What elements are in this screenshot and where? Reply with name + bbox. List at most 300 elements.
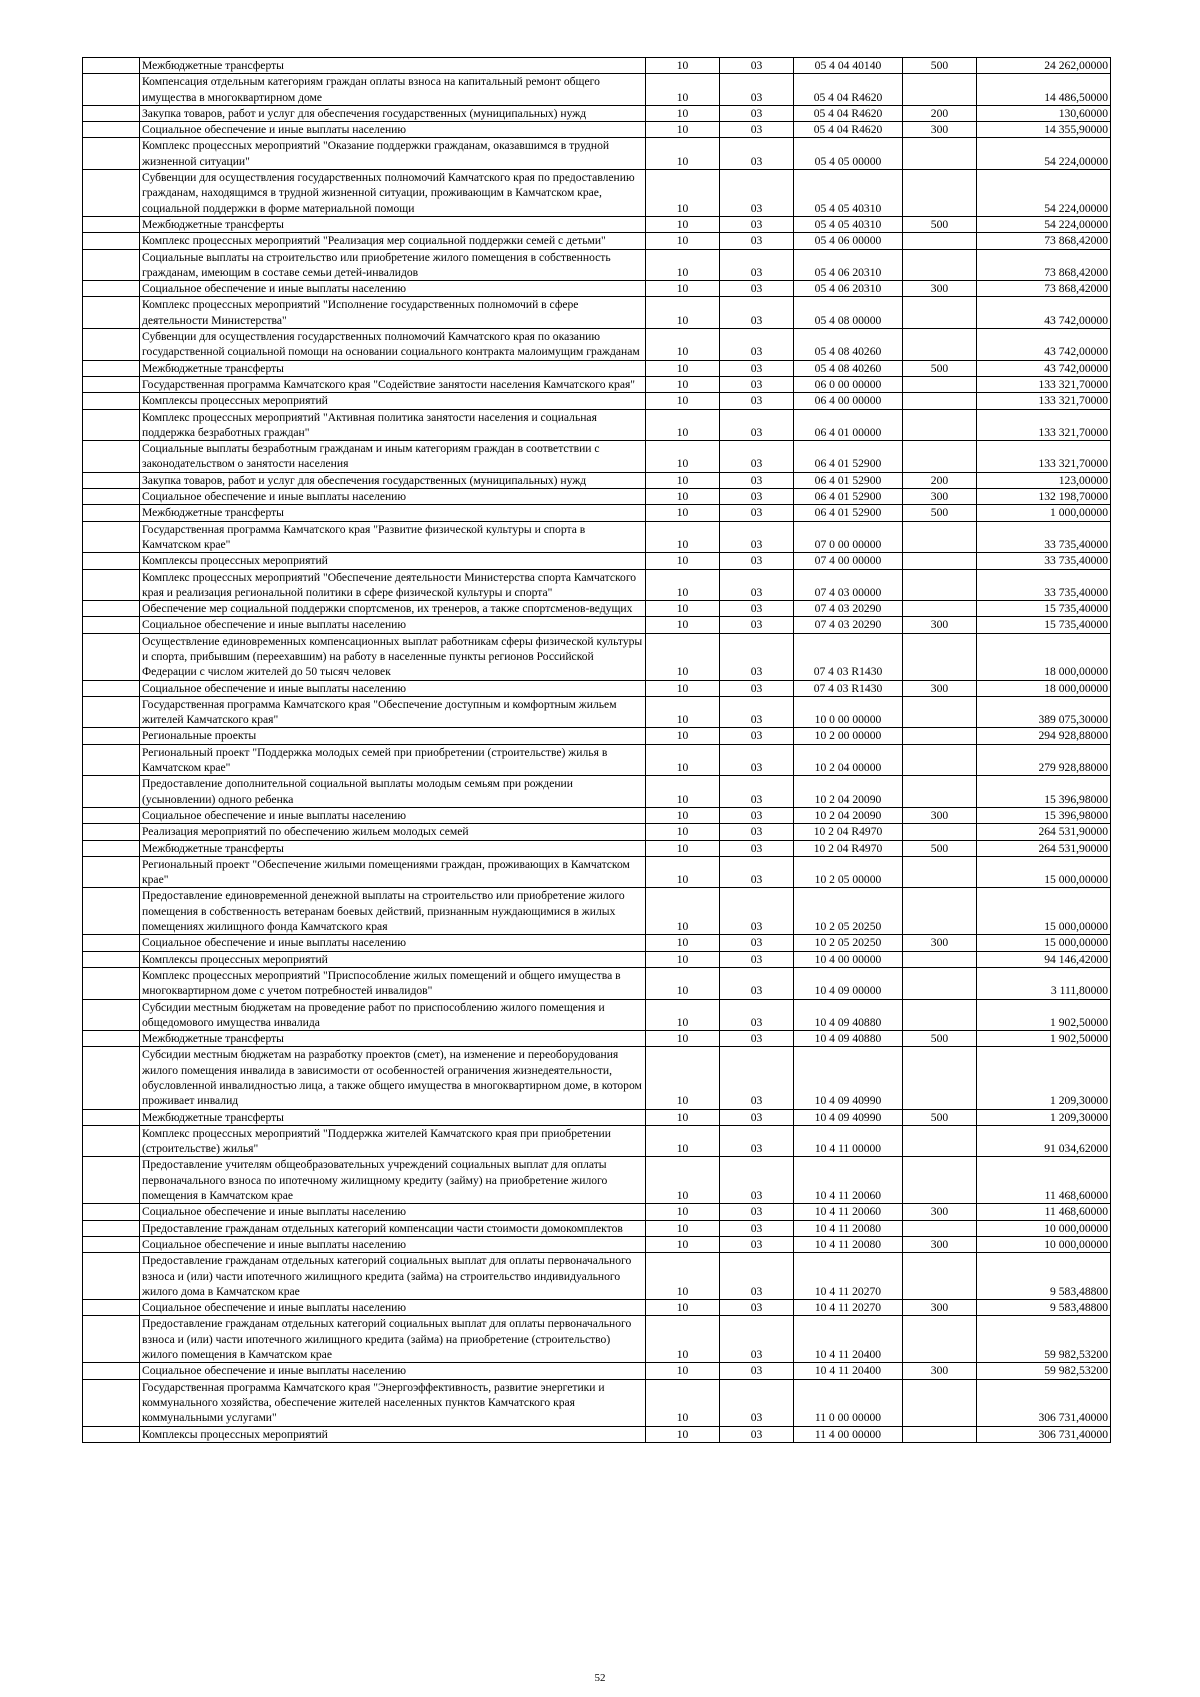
row-blank-cell xyxy=(83,249,140,281)
row-blank-cell xyxy=(83,807,140,823)
table-row xyxy=(83,569,1111,601)
row-subsection: 03 xyxy=(720,569,794,601)
row-target-code: 10 2 05 20250 xyxy=(794,888,903,935)
table-row xyxy=(83,728,1111,744)
row-expense-kind: 300 xyxy=(903,1204,977,1220)
table-row xyxy=(83,1363,1111,1379)
row-target-code: 10 4 09 40880 xyxy=(794,1031,903,1047)
row-amount: 132 198,70000 xyxy=(977,489,1111,505)
row-name: Закупка товаров, работ и услуг для обеспечения государственных (муниципальных) нужд xyxy=(140,472,646,488)
row-expense-kind xyxy=(903,170,977,217)
row-subsection: 03 xyxy=(720,617,794,633)
table-row xyxy=(83,521,1111,553)
row-target-code: 05 4 08 00000 xyxy=(794,297,903,329)
row-amount: 54 224,00000 xyxy=(977,216,1111,232)
row-name: Предоставление гражданам отдельных категорий компенсации части стоимости домокомплектов xyxy=(140,1220,646,1236)
row-target-code: 11 0 00 00000 xyxy=(794,1379,903,1426)
row-target-code: 10 4 11 00000 xyxy=(794,1125,903,1157)
row-subsection: 03 xyxy=(720,1109,794,1125)
table-row xyxy=(83,553,1111,569)
row-name: Предоставление гражданам отдельных категорий социальных выплат для оплаты первоначального взноса и (или) части ипотечного жилищного кредита (займа) на приобретение (строительство) жилого помещения в Камчатском крае xyxy=(140,1316,646,1363)
row-blank-cell xyxy=(83,1125,140,1157)
row-amount: 133 321,70000 xyxy=(977,376,1111,392)
row-section: 10 xyxy=(646,1157,720,1204)
row-section: 10 xyxy=(646,967,720,999)
row-section: 10 xyxy=(646,807,720,823)
table-row xyxy=(83,776,1111,808)
row-section: 10 xyxy=(646,1220,720,1236)
row-blank-cell xyxy=(83,999,140,1031)
table-row xyxy=(83,409,1111,441)
row-section: 10 xyxy=(646,74,720,106)
row-name: Комплексы процессных мероприятий xyxy=(140,1426,646,1442)
row-name: Межбюджетные трансферты xyxy=(140,1031,646,1047)
row-name: Комплексы процессных мероприятий xyxy=(140,553,646,569)
row-amount: 11 468,60000 xyxy=(977,1157,1111,1204)
table-row xyxy=(83,680,1111,696)
row-amount: 43 742,00000 xyxy=(977,297,1111,329)
row-subsection: 03 xyxy=(720,216,794,232)
row-amount: 9 583,48800 xyxy=(977,1253,1111,1300)
row-amount: 389 075,30000 xyxy=(977,696,1111,728)
row-amount: 14 486,50000 xyxy=(977,74,1111,106)
table-row xyxy=(83,138,1111,170)
row-subsection: 03 xyxy=(720,393,794,409)
row-section: 10 xyxy=(646,1300,720,1316)
row-subsection: 03 xyxy=(720,601,794,617)
row-section: 10 xyxy=(646,569,720,601)
row-amount: 264 531,90000 xyxy=(977,840,1111,856)
row-target-code: 07 4 03 00000 xyxy=(794,569,903,601)
row-section: 10 xyxy=(646,472,720,488)
row-name: Социальное обеспечение и иные выплаты населению xyxy=(140,617,646,633)
table-row xyxy=(83,281,1111,297)
row-expense-kind xyxy=(903,696,977,728)
row-expense-kind: 300 xyxy=(903,1300,977,1316)
row-subsection: 03 xyxy=(720,472,794,488)
table-row xyxy=(83,329,1111,361)
table-row xyxy=(83,888,1111,935)
row-section: 10 xyxy=(646,1125,720,1157)
row-expense-kind xyxy=(903,233,977,249)
table-row xyxy=(83,633,1111,680)
row-target-code: 06 4 00 00000 xyxy=(794,393,903,409)
table-row xyxy=(83,58,1111,74)
row-expense-kind xyxy=(903,633,977,680)
row-target-code: 05 4 06 20310 xyxy=(794,281,903,297)
row-blank-cell xyxy=(83,680,140,696)
row-subsection: 03 xyxy=(720,633,794,680)
row-expense-kind xyxy=(903,1047,977,1109)
row-blank-cell xyxy=(83,105,140,121)
row-blank-cell xyxy=(83,329,140,361)
row-blank-cell xyxy=(83,521,140,553)
row-target-code: 07 4 03 R1430 xyxy=(794,680,903,696)
row-section: 10 xyxy=(646,360,720,376)
row-expense-kind: 500 xyxy=(903,840,977,856)
row-blank-cell xyxy=(83,1426,140,1442)
row-amount: 33 735,40000 xyxy=(977,521,1111,553)
row-amount: 15 000,00000 xyxy=(977,888,1111,935)
row-expense-kind xyxy=(903,329,977,361)
row-amount: 264 531,90000 xyxy=(977,824,1111,840)
row-target-code: 05 4 06 00000 xyxy=(794,233,903,249)
row-blank-cell xyxy=(83,376,140,392)
row-section: 10 xyxy=(646,888,720,935)
table-row xyxy=(83,840,1111,856)
row-name: Межбюджетные трансферты xyxy=(140,360,646,376)
table-row xyxy=(83,1253,1111,1300)
row-amount: 306 731,40000 xyxy=(977,1426,1111,1442)
row-amount: 133 321,70000 xyxy=(977,393,1111,409)
table-row xyxy=(83,967,1111,999)
table-row xyxy=(83,1236,1111,1252)
row-amount: 1 902,50000 xyxy=(977,1031,1111,1047)
row-blank-cell xyxy=(83,951,140,967)
budget-table xyxy=(82,57,1111,1443)
row-subsection: 03 xyxy=(720,233,794,249)
row-amount: 3 111,80000 xyxy=(977,967,1111,999)
row-subsection: 03 xyxy=(720,297,794,329)
row-subsection: 03 xyxy=(720,138,794,170)
row-expense-kind xyxy=(903,376,977,392)
row-blank-cell xyxy=(83,472,140,488)
row-subsection: 03 xyxy=(720,1379,794,1426)
table-row xyxy=(83,951,1111,967)
row-section: 10 xyxy=(646,122,720,138)
row-section: 10 xyxy=(646,935,720,951)
row-name: Социальное обеспечение и иные выплаты населению xyxy=(140,935,646,951)
row-amount: 279 928,88000 xyxy=(977,744,1111,776)
row-blank-cell xyxy=(83,281,140,297)
row-subsection: 03 xyxy=(720,1220,794,1236)
row-target-code: 07 4 00 00000 xyxy=(794,553,903,569)
row-name: Межбюджетные трансферты xyxy=(140,216,646,232)
row-blank-cell xyxy=(83,824,140,840)
row-subsection: 03 xyxy=(720,696,794,728)
row-target-code: 06 4 01 52900 xyxy=(794,505,903,521)
row-expense-kind xyxy=(903,1157,977,1204)
row-section: 10 xyxy=(646,409,720,441)
row-subsection: 03 xyxy=(720,122,794,138)
row-subsection: 03 xyxy=(720,935,794,951)
row-target-code: 10 4 09 40880 xyxy=(794,999,903,1031)
row-name: Комплексы процессных мероприятий xyxy=(140,951,646,967)
row-name: Социальные выплаты безработным гражданам и иным категориям граждан в соответствии с законодательством о занятости населения xyxy=(140,441,646,473)
row-amount: 18 000,00000 xyxy=(977,680,1111,696)
row-name: Социальное обеспечение и иные выплаты населению xyxy=(140,680,646,696)
row-section: 10 xyxy=(646,1379,720,1426)
row-subsection: 03 xyxy=(720,1426,794,1442)
row-target-code: 05 4 08 40260 xyxy=(794,360,903,376)
row-expense-kind xyxy=(903,1316,977,1363)
row-amount: 73 868,42000 xyxy=(977,281,1111,297)
row-amount: 59 982,53200 xyxy=(977,1363,1111,1379)
row-amount: 59 982,53200 xyxy=(977,1316,1111,1363)
row-expense-kind xyxy=(903,856,977,888)
row-target-code: 10 2 04 20090 xyxy=(794,807,903,823)
row-name: Комплекс процессных мероприятий "Оказание поддержки гражданам, оказавшимся в трудной жизненной ситуации" xyxy=(140,138,646,170)
row-amount: 294 928,88000 xyxy=(977,728,1111,744)
row-expense-kind xyxy=(903,569,977,601)
row-name: Обеспечение мер социальной поддержки спортсменов, их тренеров, а также спортсменов-ведущих xyxy=(140,601,646,617)
row-expense-kind xyxy=(903,1379,977,1426)
row-name: Субсидии местным бюджетам на разработку проектов (смет), на изменение и переоборудования жилого помещения инвалида в зависимости от особенностей ограничения жизнедеятельности, обусловленной инвалидностью лица, а также общего имущества в многоквартирном доме, в котором проживает инвалид xyxy=(140,1047,646,1109)
row-target-code: 06 4 01 52900 xyxy=(794,472,903,488)
row-target-code: 06 4 01 52900 xyxy=(794,441,903,473)
row-subsection: 03 xyxy=(720,824,794,840)
row-expense-kind xyxy=(903,744,977,776)
row-subsection: 03 xyxy=(720,776,794,808)
table-row xyxy=(83,1379,1111,1426)
row-target-code: 10 2 05 00000 xyxy=(794,856,903,888)
row-blank-cell xyxy=(83,1253,140,1300)
row-expense-kind xyxy=(903,138,977,170)
row-target-code: 10 2 04 00000 xyxy=(794,744,903,776)
row-name: Социальные выплаты на строительство или приобретение жилого помещения в собственность гражданам, имеющим в составе семьи детей-инвалидов xyxy=(140,249,646,281)
row-target-code: 10 0 00 00000 xyxy=(794,696,903,728)
row-target-code: 07 4 03 R1430 xyxy=(794,633,903,680)
table-row xyxy=(83,999,1111,1031)
row-subsection: 03 xyxy=(720,170,794,217)
row-expense-kind xyxy=(903,951,977,967)
row-blank-cell xyxy=(83,1363,140,1379)
row-blank-cell xyxy=(83,1157,140,1204)
row-blank-cell xyxy=(83,1236,140,1252)
row-subsection: 03 xyxy=(720,521,794,553)
row-amount: 14 355,90000 xyxy=(977,122,1111,138)
row-subsection: 03 xyxy=(720,807,794,823)
table-row xyxy=(83,1157,1111,1204)
table-row xyxy=(83,1220,1111,1236)
row-expense-kind xyxy=(903,74,977,106)
row-target-code: 10 4 09 00000 xyxy=(794,967,903,999)
row-name: Предоставление учителям общеобразовательных учреждений социальных выплат для оплаты первоначального взноса по ипотечному жилищному кредиту (займу) на приобретение жилого помещения в Камчатском крае xyxy=(140,1157,646,1204)
row-name: Межбюджетные трансферты xyxy=(140,58,646,74)
row-blank-cell xyxy=(83,728,140,744)
row-subsection: 03 xyxy=(720,1316,794,1363)
table-row xyxy=(83,696,1111,728)
row-expense-kind: 500 xyxy=(903,58,977,74)
row-expense-kind xyxy=(903,999,977,1031)
row-amount: 33 735,40000 xyxy=(977,553,1111,569)
table-body xyxy=(83,58,1111,1443)
row-blank-cell xyxy=(83,1047,140,1109)
row-expense-kind xyxy=(903,393,977,409)
row-name: Государственная программа Камчатского края "Содействие занятости населения Камчатского края" xyxy=(140,376,646,392)
row-subsection: 03 xyxy=(720,967,794,999)
table-row xyxy=(83,824,1111,840)
row-section: 10 xyxy=(646,999,720,1031)
row-blank-cell xyxy=(83,776,140,808)
row-expense-kind xyxy=(903,888,977,935)
row-name: Региональный проект "Обеспечение жилыми помещениями граждан, проживающих в Камчатском крае" xyxy=(140,856,646,888)
row-section: 10 xyxy=(646,744,720,776)
row-amount: 9 583,48800 xyxy=(977,1300,1111,1316)
row-section: 10 xyxy=(646,376,720,392)
row-name: Государственная программа Камчатского края "Обеспечение доступным и комфортным жильем жителей Камчатского края" xyxy=(140,696,646,728)
row-blank-cell xyxy=(83,935,140,951)
table-row xyxy=(83,856,1111,888)
row-blank-cell xyxy=(83,409,140,441)
row-amount: 1 000,00000 xyxy=(977,505,1111,521)
row-target-code: 10 2 04 R4970 xyxy=(794,840,903,856)
row-expense-kind: 300 xyxy=(903,807,977,823)
row-target-code: 10 4 09 40990 xyxy=(794,1047,903,1109)
row-subsection: 03 xyxy=(720,1204,794,1220)
row-blank-cell xyxy=(83,441,140,473)
row-amount: 10 000,00000 xyxy=(977,1220,1111,1236)
row-amount: 15 735,40000 xyxy=(977,601,1111,617)
row-name: Комплексы процессных мероприятий xyxy=(140,393,646,409)
row-name: Социальное обеспечение и иные выплаты населению xyxy=(140,1204,646,1220)
table-row xyxy=(83,297,1111,329)
table-row xyxy=(83,472,1111,488)
row-subsection: 03 xyxy=(720,1125,794,1157)
row-section: 10 xyxy=(646,393,720,409)
row-expense-kind xyxy=(903,1125,977,1157)
row-expense-kind: 300 xyxy=(903,1363,977,1379)
row-section: 10 xyxy=(646,856,720,888)
table-row xyxy=(83,935,1111,951)
table-row xyxy=(83,216,1111,232)
row-target-code: 05 4 04 R4620 xyxy=(794,122,903,138)
row-expense-kind: 300 xyxy=(903,935,977,951)
row-amount: 15 396,98000 xyxy=(977,776,1111,808)
row-section: 10 xyxy=(646,297,720,329)
row-target-code: 06 4 01 00000 xyxy=(794,409,903,441)
row-amount: 54 224,00000 xyxy=(977,170,1111,217)
row-expense-kind: 300 xyxy=(903,1236,977,1252)
row-target-code: 10 4 11 20080 xyxy=(794,1220,903,1236)
row-blank-cell xyxy=(83,601,140,617)
row-amount: 24 262,00000 xyxy=(977,58,1111,74)
row-target-code: 10 4 11 20080 xyxy=(794,1236,903,1252)
row-subsection: 03 xyxy=(720,249,794,281)
row-target-code: 07 4 03 20290 xyxy=(794,617,903,633)
row-amount: 306 731,40000 xyxy=(977,1379,1111,1426)
row-section: 10 xyxy=(646,1109,720,1125)
row-amount: 15 396,98000 xyxy=(977,807,1111,823)
row-target-code: 10 2 04 R4970 xyxy=(794,824,903,840)
row-expense-kind: 500 xyxy=(903,1031,977,1047)
row-blank-cell xyxy=(83,633,140,680)
row-amount: 94 146,42000 xyxy=(977,951,1111,967)
row-section: 10 xyxy=(646,633,720,680)
row-name: Социальное обеспечение и иные выплаты населению xyxy=(140,489,646,505)
row-expense-kind xyxy=(903,1253,977,1300)
row-name: Компенсация отдельным категориям граждан оплаты взноса на капитальный ремонт общего имущества в многоквартирном доме xyxy=(140,74,646,106)
row-amount: 11 468,60000 xyxy=(977,1204,1111,1220)
row-expense-kind: 500 xyxy=(903,360,977,376)
row-expense-kind xyxy=(903,776,977,808)
row-amount: 133 321,70000 xyxy=(977,441,1111,473)
row-expense-kind xyxy=(903,1220,977,1236)
table-row xyxy=(83,441,1111,473)
row-target-code: 10 4 11 20400 xyxy=(794,1363,903,1379)
row-target-code: 10 2 05 20250 xyxy=(794,935,903,951)
row-blank-cell xyxy=(83,1316,140,1363)
table-row xyxy=(83,1125,1111,1157)
row-target-code: 06 0 00 00000 xyxy=(794,376,903,392)
row-subsection: 03 xyxy=(720,840,794,856)
row-subsection: 03 xyxy=(720,441,794,473)
row-target-code: 10 4 11 20270 xyxy=(794,1253,903,1300)
row-name: Комплекс процессных мероприятий "Поддержка жителей Камчатского края при приобретении (строительстве) жилья" xyxy=(140,1125,646,1157)
table-row xyxy=(83,393,1111,409)
row-subsection: 03 xyxy=(720,856,794,888)
row-blank-cell xyxy=(83,170,140,217)
row-name: Комплекс процессных мероприятий "Реализация мер социальной поддержки семей с детьми" xyxy=(140,233,646,249)
row-target-code: 05 4 06 20310 xyxy=(794,249,903,281)
row-target-code: 10 2 04 20090 xyxy=(794,776,903,808)
table-row xyxy=(83,170,1111,217)
row-expense-kind xyxy=(903,601,977,617)
row-name: Субвенции для осуществления государственных полномочий Камчатского края по оказанию государственной социальной помощи на основании социального контракта малоимущим гражданам xyxy=(140,329,646,361)
row-target-code: 05 4 05 40310 xyxy=(794,170,903,217)
row-target-code: 10 4 11 20400 xyxy=(794,1316,903,1363)
row-blank-cell xyxy=(83,233,140,249)
row-subsection: 03 xyxy=(720,1253,794,1300)
row-section: 10 xyxy=(646,728,720,744)
row-subsection: 03 xyxy=(720,1300,794,1316)
table-row xyxy=(83,360,1111,376)
row-amount: 1 209,30000 xyxy=(977,1047,1111,1109)
row-expense-kind xyxy=(903,824,977,840)
row-subsection: 03 xyxy=(720,1236,794,1252)
row-subsection: 03 xyxy=(720,888,794,935)
row-expense-kind: 300 xyxy=(903,489,977,505)
row-target-code: 05 4 04 R4620 xyxy=(794,74,903,106)
row-name: Социальное обеспечение и иные выплаты населению xyxy=(140,1363,646,1379)
row-section: 10 xyxy=(646,840,720,856)
row-blank-cell xyxy=(83,1300,140,1316)
row-section: 10 xyxy=(646,489,720,505)
row-name: Комплекс процессных мероприятий "Активная политика занятости населения и социальная поддержка безработных граждан" xyxy=(140,409,646,441)
row-expense-kind: 500 xyxy=(903,505,977,521)
table-row xyxy=(83,601,1111,617)
row-section: 10 xyxy=(646,249,720,281)
row-target-code: 05 4 05 00000 xyxy=(794,138,903,170)
row-subsection: 03 xyxy=(720,951,794,967)
row-name: Региональный проект "Поддержка молодых семей при приобретении (строительстве) жилья в Камчатском крае" xyxy=(140,744,646,776)
row-section: 10 xyxy=(646,58,720,74)
row-expense-kind: 300 xyxy=(903,617,977,633)
row-amount: 54 224,00000 xyxy=(977,138,1111,170)
row-blank-cell xyxy=(83,1220,140,1236)
row-name: Социальное обеспечение и иные выплаты населению xyxy=(140,807,646,823)
row-name: Социальное обеспечение и иные выплаты населению xyxy=(140,1236,646,1252)
row-expense-kind: 300 xyxy=(903,680,977,696)
row-subsection: 03 xyxy=(720,553,794,569)
table-row xyxy=(83,1300,1111,1316)
row-subsection: 03 xyxy=(720,744,794,776)
row-section: 10 xyxy=(646,776,720,808)
row-blank-cell xyxy=(83,1031,140,1047)
row-blank-cell xyxy=(83,393,140,409)
row-amount: 130,60000 xyxy=(977,105,1111,121)
row-target-code: 10 4 11 20060 xyxy=(794,1204,903,1220)
table-row xyxy=(83,249,1111,281)
table-row xyxy=(83,376,1111,392)
row-subsection: 03 xyxy=(720,376,794,392)
row-section: 10 xyxy=(646,1204,720,1220)
row-name: Межбюджетные трансферты xyxy=(140,840,646,856)
row-blank-cell xyxy=(83,856,140,888)
row-subsection: 03 xyxy=(720,1031,794,1047)
row-section: 10 xyxy=(646,617,720,633)
row-target-code: 10 4 11 20060 xyxy=(794,1157,903,1204)
